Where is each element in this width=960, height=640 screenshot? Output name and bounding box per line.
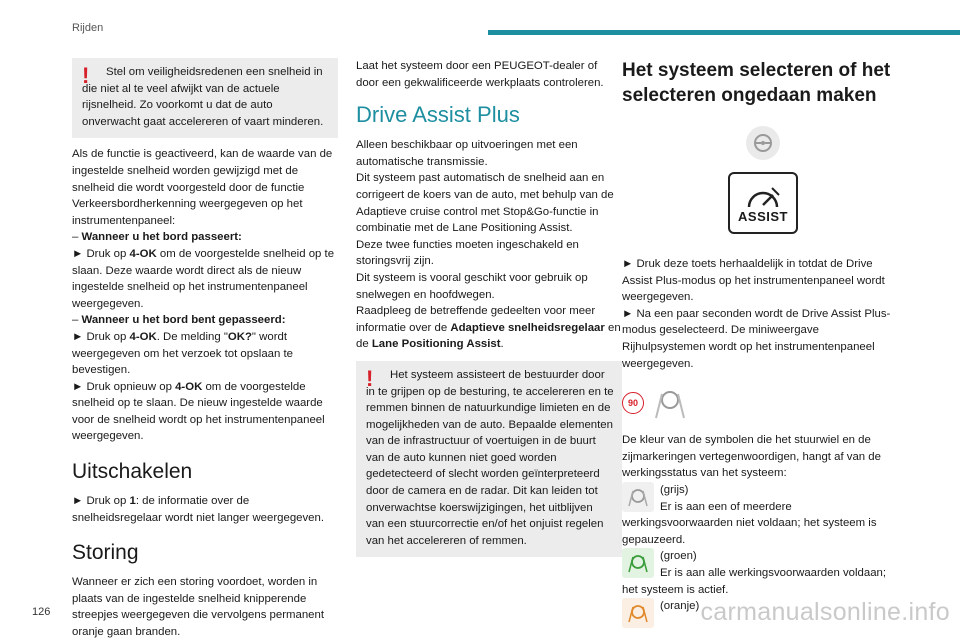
status-green — [622, 548, 904, 598]
line-reference: Raadpleeg de betreffende gedeelten voor meer informatie over de Adaptieve snelheidsregelaar en de Lane Positioning Assist. — [356, 305, 621, 351]
instruction-uitschakelen: ► Druk op 1: de informatie over de snelheidsregelaar wordt niet langer weergegeven. — [72, 495, 325, 524]
warning-icon: ! — [366, 365, 374, 391]
green-text: Er is aan alle werkingsvoorwaarden voldaan; het systeem is actief. — [622, 566, 887, 596]
heading-storing: Storing — [72, 541, 139, 565]
instruction-3: ► Druk opnieuw op 4-OK om de voorgestelde snelheid op te slaan. De nieuw ingestelde waarde voor de snelheid wordt op het instrumentenpaneel weergegeven. — [72, 380, 325, 443]
heading-uitschakelen: Uitschakelen — [72, 460, 193, 484]
warning-text: Het systeem assisteert de bestuurder door in te grijpen op de besturing, te accelereren en te remmen binnen de natuurkundige limieten en de mogelijkheden van de auto. Bepaalde elementen van de infrastructuur of voertuigen in de buurt van de auto kunnen niet goed worden gedetecteerd of slecht worden geïnterpreteerd door de camera en de radar. Dit kan leiden tot onverwachtse koerswijzigingen, het uitblijven van een stuurcorrectie en/of het onjuist regelen van het accelereren of remmen. — [366, 368, 614, 547]
step-1: ► Druk deze toets herhaaldelijk in totdat de Drive Assist Plus-modus op het instrumentenpaneel wordt weergegeven. — [622, 258, 885, 304]
step-2: ► Na een paar seconden wordt de Drive Assist Plus-modus geselecteerd. De miniweergave Rijhulpsystemen wordt op het instrumentenpaneel weergegeven. — [622, 307, 891, 370]
warning-box-assist — [356, 361, 622, 558]
line-description: Dit systeem past automatisch de snelheid aan en corrigeert de koers van de auto, met behulp van de Adaptieve cruise control met Stop&Go-functie in combinatie met de Lane Positioning Assist. — [356, 172, 614, 235]
header-accent-bar — [488, 30, 960, 35]
header-section-title: Rijden — [72, 22, 104, 34]
line-availability: Alleen beschikbaar op uitvoeringen met een automatische transmissie. — [356, 139, 578, 168]
grey-label: (grijs) — [660, 483, 689, 496]
grey-text: Er is aan een of meerdere werkingsvoorwaarden niet voldaan; het systeem is gepauzeerd. — [622, 500, 877, 546]
column-3 — [622, 58, 904, 632]
column-1 — [72, 58, 338, 640]
heading-select-system: Het systeem selecteren of het selecteren ongedaan maken — [622, 60, 891, 106]
assist-label: ASSIST — [738, 209, 788, 225]
paragraph-dealer: Laat het systeem door een PEUGEOT-dealer of door een gekwalificeerde werkplaats controleren. — [356, 60, 604, 89]
watermark: carmanualsonline.info — [700, 598, 950, 626]
steering-wheel-icon — [746, 126, 780, 160]
orange-label: (oranje) — [660, 600, 700, 613]
case-passed-sign: – Wanneer u het bord bent gepasseerd: — [72, 314, 286, 327]
status-grey — [622, 482, 904, 548]
warning-text: Stel om veiligheidsredenen een snelheid in die niet al te veel afwijkt van de actuele rijsnelheid. Zo voorkomt u dat de auto onverwacht gaat accelereren of vaart minderen. — [82, 66, 324, 128]
warning-box-speed — [72, 58, 338, 138]
paragraph-activation: Als de functie is geactiveerd, kan de waarde van de ingestelde snelheid worden gewijzigd met de snelheid die wordt voorgesteld door de functie Verkeersbordherkenning weergegeven op het instrumentenpaneel: — [72, 148, 333, 227]
line-usage: Dit systeem is vooral geschikt voor gebruik op snelwegen en hoofdwegen. — [356, 271, 588, 301]
steering-grey-icon — [622, 482, 654, 512]
line-requirements: Deze twee functies moeten ingeschakeld en storingsvrij zijn. — [356, 238, 579, 268]
green-label: (groen) — [660, 550, 697, 563]
paragraph-colors: De kleur van de symbolen die het stuurwiel en de zijmarkeringen vertegenwoordigen, hangt af van de werkingsstatus van het systeem: — [622, 434, 881, 480]
assist-button-icon — [728, 172, 798, 234]
instruction-2: ► Druk op 4-OK. De melding "OK?" wordt weergegeven om het verzoek tot opslaan te bevestigen. — [72, 330, 293, 377]
paragraph-storing: Wanneer er zich een storing voordoet, worden in plaats van de ingestelde snelheid knipperende streepjes weergegeven die vervolgens permanent oranje gaan branden. — [72, 576, 325, 639]
page-number: 126 — [32, 606, 51, 618]
column-2 — [356, 58, 622, 557]
instruction-1: ► Druk op 4-OK om de voorgestelde snelheid op te slaan. Deze waarde wordt direct als de nieuw ingestelde snelheid op het instrumentenpaneel weergegeven. — [72, 247, 335, 310]
figure-90 — [622, 386, 904, 420]
steering-orange-icon — [622, 598, 654, 628]
warning-icon: ! — [82, 63, 90, 88]
steering-green-icon — [622, 548, 654, 578]
heading-drive-assist-plus: Drive Assist Plus — [356, 102, 520, 128]
lane-steering-icon — [650, 386, 690, 420]
figure-number-badge: 90 — [622, 392, 644, 414]
case-passing-sign: – Wanneer u het bord passeert: — [72, 231, 242, 244]
